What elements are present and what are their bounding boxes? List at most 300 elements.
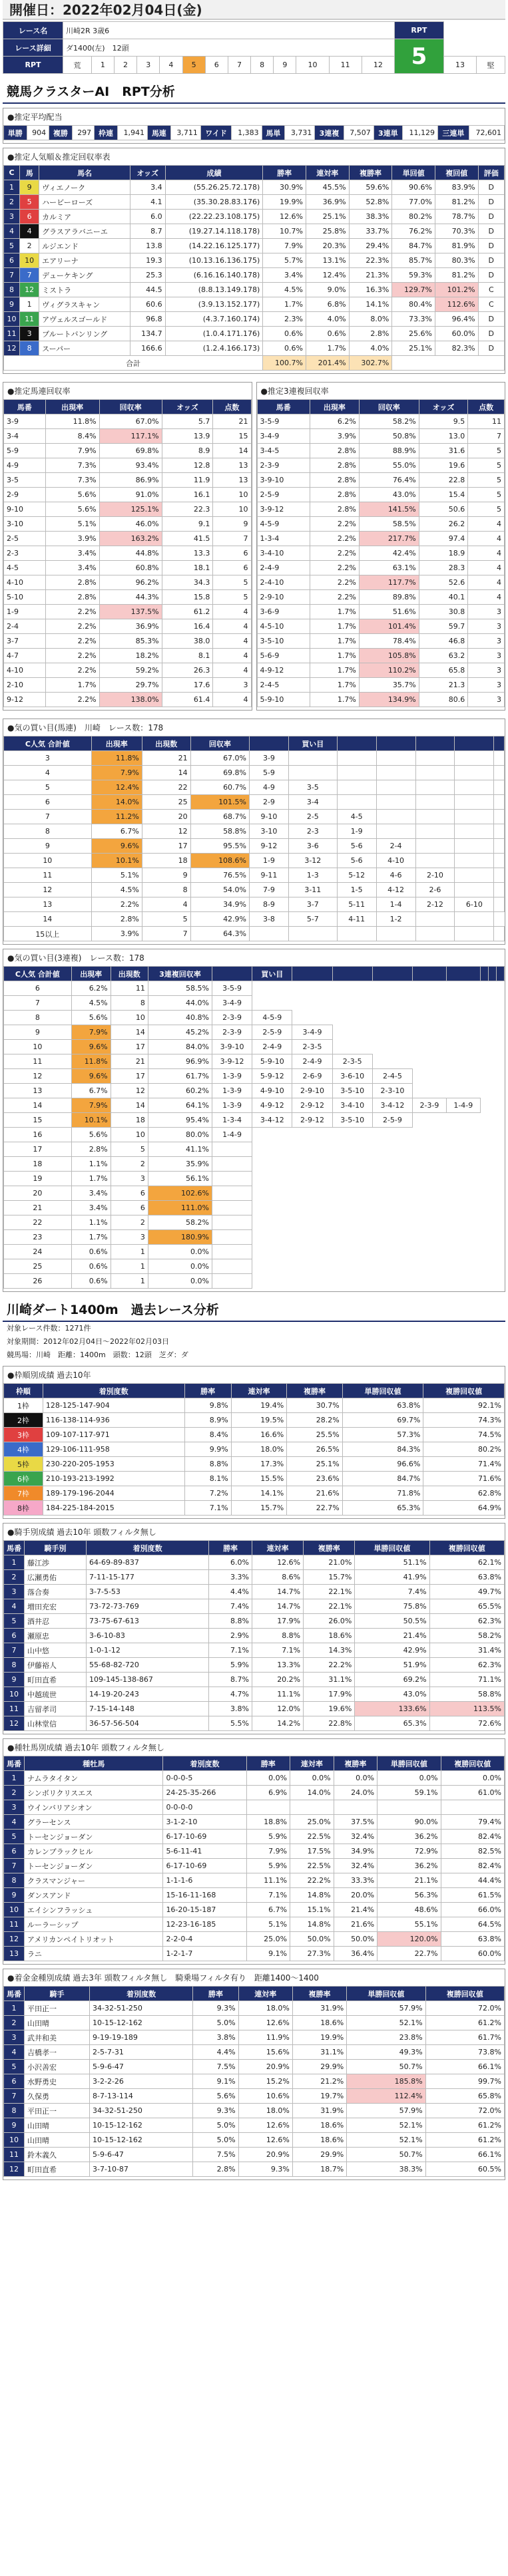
popularity-row (4, 327, 505, 341)
table-cell: 3 (111, 1172, 148, 1186)
table-cell: 4-9-12 (257, 663, 310, 678)
table-cell: 8.1 (162, 649, 213, 663)
table-cell: ミストラ (39, 283, 130, 297)
table-cell: (8.8.13.149.178) (165, 283, 263, 297)
table-cell (334, 1800, 378, 1815)
table-cell: 12.8 (162, 458, 213, 473)
table-cell: 2 (4, 2016, 25, 2030)
frame-row (4, 1442, 505, 1457)
table-cell: 60.5% (425, 2162, 504, 2177)
table-cell: 185.8% (347, 2074, 425, 2089)
table-cell: 3-2-2-26 (90, 2074, 193, 2089)
table-cell: 4 (142, 897, 190, 912)
table-cell: 14.2% (252, 1716, 304, 1731)
buy3-row (4, 1054, 505, 1069)
table-cell: 3-4-10 (257, 546, 310, 561)
table-cell: 24.0% (334, 1786, 378, 1800)
table-cell: 109-107-117-971 (43, 1428, 184, 1442)
jockey-row (4, 1585, 505, 1599)
buy3-row (4, 1259, 505, 1274)
table-cell: D (478, 327, 504, 341)
table-cell: D (478, 180, 504, 195)
buy2-row (4, 883, 505, 897)
frame-box (3, 1366, 505, 1519)
table-cell: 5.6% (45, 502, 99, 517)
table-cell: 6.7% (91, 824, 142, 839)
table-cell: 5 (468, 502, 505, 517)
table-header: 複勝回収値 (423, 1384, 505, 1398)
table-cell (441, 1800, 504, 1815)
table-cell: 3-5-10 (332, 1084, 372, 1098)
table-cell: ラニ (25, 1947, 163, 1961)
table-header: 単勝回収値 (347, 1987, 425, 2001)
table-cell: 吉橋孝一 (25, 2045, 90, 2060)
table-cell: 46.0% (99, 517, 162, 532)
table-cell: 20.3% (306, 239, 349, 253)
table-cell: 31.1% (292, 2045, 346, 2060)
buy2-row (4, 751, 505, 766)
table-cell: 29.9% (292, 2148, 346, 2162)
table-cell: 45.2% (148, 1025, 212, 1040)
table-cell: 6.2% (71, 981, 111, 996)
buy-2-table (3, 736, 505, 941)
table-cell: 8.4% (45, 429, 99, 444)
table-cell: 49.3% (347, 2045, 425, 2060)
table-header: 3連複回収率 (148, 967, 212, 981)
table-cell: 51.1% (355, 1555, 429, 1570)
umaren-row (4, 458, 252, 473)
table-cell: 50.7% (347, 2060, 425, 2074)
table-header: 勝率 (263, 166, 306, 180)
table-cell: 4-9 (4, 458, 46, 473)
table-cell: 3 (4, 2030, 25, 2045)
umaren-row (4, 546, 252, 561)
table-cell: 69.8% (99, 444, 162, 458)
jockey-row (4, 1658, 505, 1673)
table-cell: 4-5-9 (257, 517, 310, 532)
table-cell: 40.1 (419, 590, 468, 605)
table-header: 買い目 (252, 967, 292, 981)
table-cell: 71.4% (423, 1457, 505, 1472)
table-cell: 60.6 (130, 297, 165, 312)
table-cell: 9 (4, 839, 92, 854)
table-header: 勝率 (209, 1541, 252, 1555)
table-cell: ハービーローズ (39, 195, 130, 210)
table-cell: 0-0-0-0 (163, 1800, 246, 1815)
table-cell (455, 751, 494, 766)
table-cell: 117.7% (359, 575, 419, 590)
table-cell: 10 (4, 1687, 25, 1702)
table-cell: (35.30.28.83.176) (165, 195, 263, 210)
table-cell: 中越琉世 (25, 1687, 87, 1702)
table-cell: 129.7% (392, 283, 435, 297)
table-cell: 5-6 (337, 839, 376, 854)
table-cell: 129-106-111-958 (43, 1442, 184, 1457)
table-cell: 12.6% (252, 1555, 304, 1570)
table-cell: 2.2% (91, 897, 142, 912)
table-cell: 11 (4, 1054, 72, 1069)
table-cell: (10.13.16.136.175) (165, 253, 263, 268)
table-header (413, 967, 447, 981)
table-cell: 61.4 (162, 693, 213, 707)
sanrenpuku-row (257, 488, 505, 502)
table-cell: 9 (20, 180, 39, 195)
table-cell: 武井和美 (25, 2030, 90, 2045)
table-header: 種牡馬 (25, 1756, 163, 1771)
table-cell: 22.5% (290, 1830, 334, 1844)
table-cell: 113.5% (429, 1702, 504, 1716)
recent-jockey-row (4, 2118, 505, 2133)
table-cell: 80.3% (435, 253, 478, 268)
table-cell: 8.8% (209, 1614, 252, 1629)
table-cell (455, 883, 494, 897)
table-cell: 4-6 (376, 868, 415, 883)
table-cell: 1-3-9 (212, 1084, 252, 1098)
table-cell: 11 (4, 327, 20, 341)
table-cell: 44.4% (441, 1873, 504, 1888)
table-header: 単勝回収値 (355, 1541, 429, 1555)
table-cell: 17 (4, 1142, 72, 1157)
table-cell: 1.7% (306, 341, 349, 356)
buy3-row (4, 1069, 505, 1084)
table-cell: 76.4% (359, 473, 419, 488)
table-cell: 2 (111, 1215, 148, 1230)
rpt-scale-cell: 13 (443, 57, 476, 74)
table-cell: 99.7% (425, 2074, 504, 2089)
table-cell: 105.8% (359, 649, 419, 663)
table-cell: 64.5% (441, 1917, 504, 1932)
table-cell: 30.8 (419, 605, 468, 619)
rpt-scale-cell: 10 (296, 57, 329, 74)
table-cell: 1-4-9 (446, 1098, 480, 1113)
table-cell: 9.5 (419, 414, 468, 429)
table-cell: 3.4% (45, 561, 99, 575)
table-cell: トーセンジョーダン (25, 1830, 163, 1844)
table-cell: 52.6 (419, 575, 468, 590)
table-header: 馬名 (39, 166, 130, 180)
table-cell: 71.8% (342, 1486, 423, 1501)
table-cell: D (478, 253, 504, 268)
table-cell: 1 (111, 1274, 148, 1289)
jockey-row (4, 1555, 505, 1570)
table-cell: 7 (20, 268, 39, 283)
table-cell: 101.2% (435, 283, 478, 297)
table-cell: 58.2% (359, 414, 419, 429)
table-cell: 2-3-9 (413, 1098, 447, 1113)
table-cell: 13.8 (130, 239, 165, 253)
table-cell: 5-7 (288, 912, 337, 927)
buy2-row (4, 810, 505, 824)
table-header: C人気 合計値 (4, 967, 72, 981)
table-cell: 6 (4, 795, 92, 810)
table-cell: 7.3% (45, 473, 99, 488)
table-cell: 18.1 (162, 561, 213, 575)
table-cell: 3 (468, 605, 505, 619)
table-cell: 2 (111, 1157, 148, 1172)
table-header: 連対率 (238, 1987, 292, 2001)
table-cell: (6.16.16.140.178) (165, 268, 263, 283)
table-cell: 3-7 (4, 634, 46, 649)
frame-row (4, 1501, 505, 1516)
rpt-scale-cell: 荒 (63, 57, 92, 74)
table-cell: 山田晴 (25, 2016, 90, 2030)
buy3-row (4, 1157, 505, 1172)
table-cell: 2.2% (310, 532, 359, 546)
table-cell: 6.9% (246, 1786, 290, 1800)
table-cell: 31.1% (304, 1673, 355, 1687)
table-cell: 5 (468, 458, 505, 473)
table-cell: 64.1% (148, 1098, 212, 1113)
table-cell: 5-9-10 (257, 693, 310, 707)
sire-box (3, 1738, 505, 1965)
table-cell: 山林堂信 (25, 1716, 87, 1731)
table-cell: 9-10 (4, 502, 46, 517)
table-header: 成績 (165, 166, 263, 180)
table-cell: 2-3-5 (292, 1040, 332, 1054)
table-cell: 18 (111, 1113, 148, 1128)
table-cell: 4 (213, 619, 251, 634)
table-cell: 2-4-10 (257, 575, 310, 590)
table-cell: 12.4% (91, 780, 142, 795)
table-cell: 141.5% (359, 502, 419, 517)
table-cell: ダンスアンド (25, 1888, 163, 1903)
table-cell: 21 (142, 751, 190, 766)
avg-rating-value: 3,731 (285, 126, 315, 140)
table-cell: 3-7-5-53 (87, 1585, 209, 1599)
table-cell: 41.9% (355, 1570, 429, 1585)
table-cell: 18.6% (292, 2016, 346, 2030)
avg-rating-table (3, 125, 505, 140)
table-cell: 3 (468, 678, 505, 693)
table-cell: 3 (468, 634, 505, 649)
table-cell: 9-11 (250, 868, 289, 883)
table-cell: 5 (213, 575, 251, 590)
table-header: 買い目 (288, 736, 337, 751)
table-cell: 14-19-20-243 (87, 1687, 209, 1702)
recent-jockey-row (4, 2045, 505, 2060)
table-cell: 35.7% (359, 678, 419, 693)
sire-row (4, 1830, 505, 1844)
table-cell: 12 (142, 824, 190, 839)
table-cell: D (478, 195, 504, 210)
table-cell: 14.0% (91, 795, 142, 810)
table-cell: 8枠 (4, 1501, 43, 1516)
buy2-row (4, 839, 505, 854)
table-cell: 1-9 (337, 824, 376, 839)
table-cell: 4.5% (263, 283, 306, 297)
table-cell: 14.1% (231, 1486, 287, 1501)
table-cell: 1-9 (250, 854, 289, 868)
table-cell: 3-7 (288, 897, 337, 912)
sire-title: ●種牡馬別成績 過去10年 頭数フィルタ無し (7, 1743, 164, 1752)
jockey-row (4, 1716, 505, 1731)
table-cell: 49.7% (429, 1585, 504, 1599)
combo-area (3, 378, 505, 715)
table-cell: 合計 (4, 356, 263, 371)
table-cell: 3-9-12 (257, 502, 310, 517)
table-cell: 9-12 (250, 839, 289, 854)
table-header: 馬番 (4, 1541, 25, 1555)
table-cell: 町田直希 (25, 1673, 87, 1687)
table-cell (378, 1800, 441, 1815)
table-cell: 88.9% (359, 444, 419, 458)
table-cell: 4 (468, 517, 505, 532)
table-cell: 2-9-12 (292, 1113, 332, 1128)
table-cell: 163.2% (99, 532, 162, 546)
table-cell: 81.2% (435, 195, 478, 210)
table-cell: 2.2% (310, 561, 359, 575)
popularity-box (3, 148, 505, 374)
avg-rating-label: 複勝 (49, 126, 73, 140)
table-cell: 80.0% (148, 1128, 212, 1142)
table-cell: 2.2% (45, 619, 99, 634)
table-cell: 22.3 (162, 502, 213, 517)
table-cell: 3 (468, 619, 505, 634)
table-cell: 57.9% (347, 2104, 425, 2118)
table-cell: 4枠 (4, 1442, 43, 1457)
table-cell: 50.5% (355, 1614, 429, 1629)
table-cell: 10.1% (71, 1113, 111, 1128)
sanrenpuku-title: ●推定3連複回収率 (260, 387, 329, 396)
popularity-row (4, 224, 505, 239)
table-cell: 0.0% (148, 1245, 212, 1259)
table-header: 回収率 (99, 400, 162, 414)
table-cell: 111.0% (148, 1201, 212, 1215)
table-cell: 5 (468, 488, 505, 502)
table-cell: 14.7% (252, 1599, 304, 1614)
buy3-row (4, 1025, 505, 1040)
table-cell: 2-5 (288, 810, 337, 824)
table-cell: 21.6% (334, 1917, 378, 1932)
table-cell: 15.8 (162, 590, 213, 605)
table-cell: 201.4% (306, 356, 349, 371)
table-cell: 22 (4, 1215, 72, 1230)
table-cell: 0.0% (246, 1771, 290, 1786)
table-cell: 4.1 (130, 195, 165, 210)
table-cell: 7.4% (355, 1585, 429, 1599)
table-cell: 72.6% (429, 1716, 504, 1731)
table-cell: 73.3% (392, 312, 435, 327)
table-cell: 4 (468, 590, 505, 605)
table-cell: 24-25-35-266 (163, 1786, 246, 1800)
table-cell (455, 868, 494, 883)
table-cell: D (478, 210, 504, 224)
table-cell: 81.2% (435, 268, 478, 283)
table-cell: 8.9 (162, 444, 213, 458)
table-cell: 0.6% (263, 341, 306, 356)
table-cell: 64.9% (423, 1501, 505, 1516)
table-cell: 5.0% (193, 2016, 238, 2030)
table-cell: 21.3 (419, 678, 468, 693)
uma-ren-table (3, 399, 252, 707)
table-header: 出現数 (111, 967, 148, 981)
recent-jockey-row (4, 2001, 505, 2016)
table-cell: 25.0% (290, 1815, 334, 1830)
buy2-row (4, 897, 505, 912)
table-cell: 3-10 (4, 517, 46, 532)
table-cell: 3 (4, 210, 20, 224)
table-cell: 7.4% (209, 1599, 252, 1614)
table-cell: 8 (4, 824, 92, 839)
table-cell: 11.9% (238, 2030, 292, 2045)
table-cell: 56.1% (148, 1172, 212, 1186)
table-cell: 9.3% (193, 2104, 238, 2118)
table-cell: 2-3 (4, 546, 46, 561)
table-cell: 14 (142, 766, 190, 780)
recent-jockey-row (4, 2089, 505, 2104)
table-cell: 7.9% (246, 1844, 290, 1859)
table-cell: 3.9% (91, 927, 142, 941)
table-cell: 8 (4, 1873, 25, 1888)
table-cell: 1 (4, 1555, 25, 1570)
avg-rating-label: 馬連 (148, 126, 171, 140)
sanrenpuku-row (257, 634, 505, 649)
table-cell: 64.3% (190, 927, 249, 941)
table-cell: 6枠 (4, 1472, 43, 1486)
table-cell: 90.6% (392, 180, 435, 195)
jockey-row (4, 1570, 505, 1585)
table-cell (376, 751, 415, 766)
table-cell: 0.6% (71, 1245, 111, 1259)
table-cell: 6 (4, 1629, 25, 1643)
table-cell: アヴェルスゴールド (39, 312, 130, 327)
table-cell: 4 (468, 532, 505, 546)
table-cell: 1 (111, 1245, 148, 1259)
table-cell: 15以上 (4, 927, 92, 941)
table-cell: 4-10 (4, 663, 46, 678)
table-cell: 10-15-12-162 (90, 2118, 193, 2133)
table-cell: 2-4-9 (257, 561, 310, 575)
table-cell: 19 (4, 1172, 72, 1186)
table-header: 単勝回収値 (342, 1384, 423, 1398)
table-cell (494, 751, 505, 766)
table-cell: 1 (20, 297, 39, 312)
table-cell: 17.9% (304, 1687, 355, 1702)
table-header: オッズ (162, 400, 213, 414)
table-cell: 22.1% (304, 1585, 355, 1599)
table-cell: 14.8% (290, 1888, 334, 1903)
rpt-scale-cell: 8 (251, 57, 274, 74)
table-cell: 32.4% (334, 1859, 378, 1873)
table-cell: 59.2% (99, 663, 162, 678)
table-cell: 9.6% (71, 1040, 111, 1054)
table-cell: 66.0% (441, 1903, 504, 1917)
table-cell: 3-4-9 (212, 996, 252, 1011)
table-cell (415, 751, 455, 766)
table-cell: 2.8% (193, 2162, 238, 2177)
table-cell: 7 (4, 2089, 25, 2104)
table-cell: 12 (4, 883, 92, 897)
table-cell: 13.3% (252, 1658, 304, 1673)
table-cell: 29.9% (292, 2060, 346, 2074)
table-cell: 36.4% (334, 1947, 378, 1961)
table-cell: 13 (213, 473, 251, 488)
table-cell: 4-5 (4, 561, 46, 575)
table-cell: 68.7% (190, 810, 249, 824)
table-cell: グラーセンス (25, 1815, 163, 1830)
table-cell: 96.9% (148, 1054, 212, 1069)
table-cell: 9.1% (246, 1947, 290, 1961)
table-cell (455, 824, 494, 839)
table-cell: 52.1% (347, 2016, 425, 2030)
table-cell: 69.8% (190, 766, 249, 780)
umaren-row (4, 590, 252, 605)
recent-jockey-row (4, 2060, 505, 2074)
table-cell: 15 (4, 1113, 72, 1128)
table-cell: 21.6% (287, 1486, 343, 1501)
table-cell: 63.1% (359, 561, 419, 575)
table-cell: 12 (111, 1084, 148, 1098)
